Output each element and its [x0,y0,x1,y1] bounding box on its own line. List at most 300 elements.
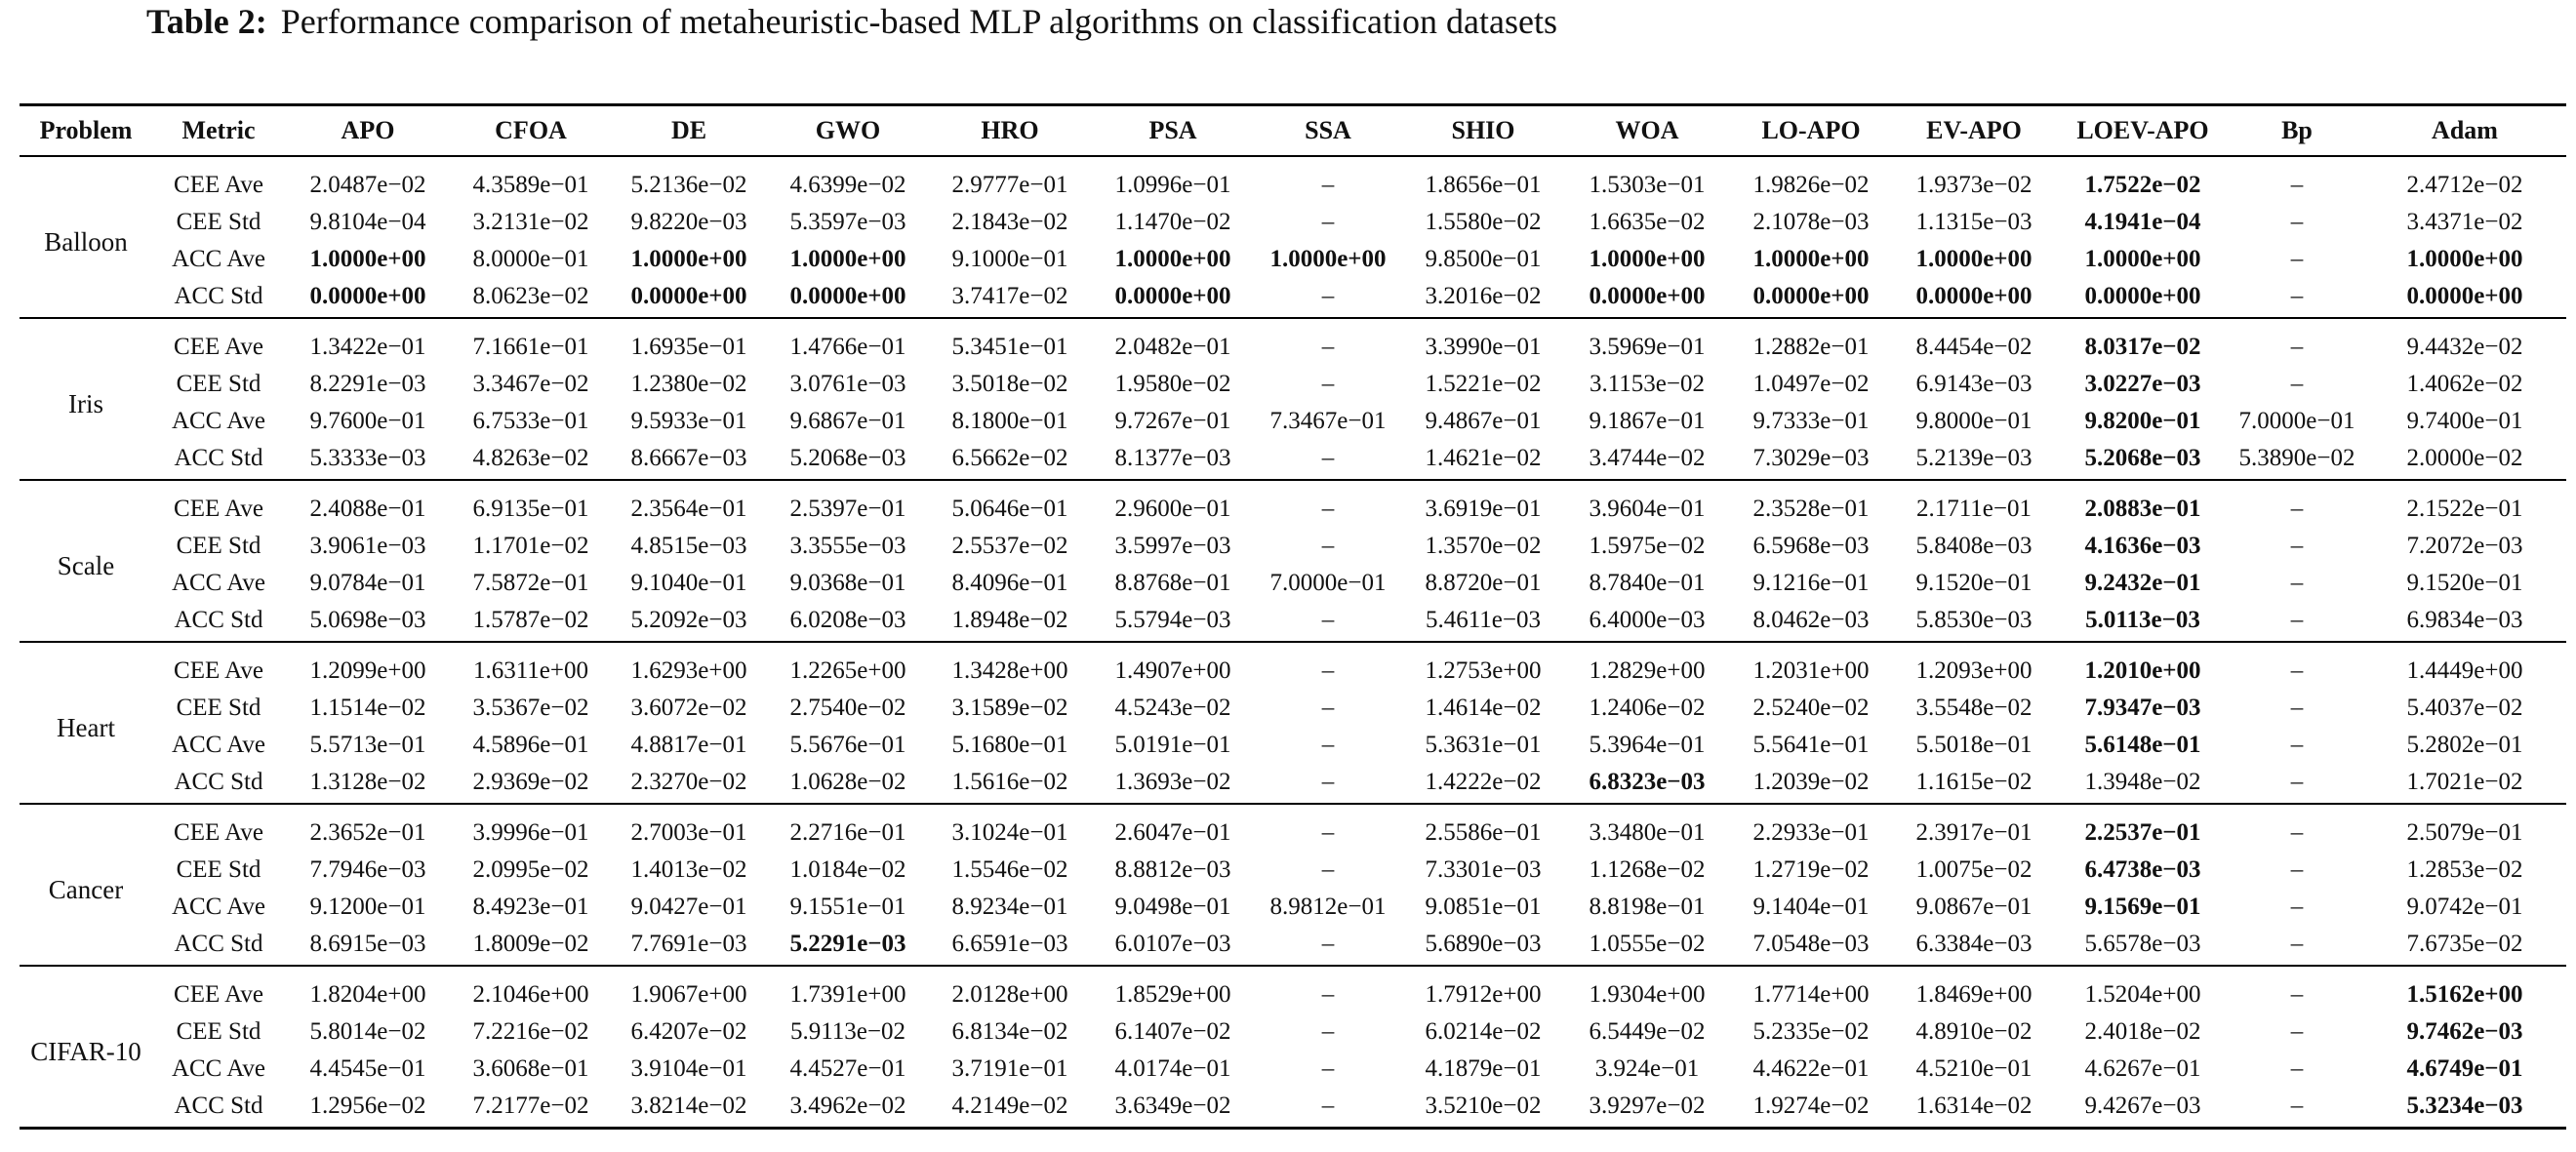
value-cell: 7.2177e−02 [451,1088,611,1129]
value-cell: 9.0427e−01 [630,894,747,920]
value-cell: 1.3422e−01 [309,334,426,360]
value-cell: 6.8323e−03 [1565,764,1729,804]
value-cell: – [2290,246,2304,272]
problem-name: CIFAR-10 [20,966,152,1129]
value-cell: 2.3528e−01 [1752,496,1870,522]
value-cell: 1.3428e+00 [951,657,1068,684]
table-row [20,156,2566,204]
value-cell: – [1321,533,1335,559]
value-cell: 1.2753e+00 [1425,657,1542,684]
value-cell: 8.1377e−03 [1091,440,1255,480]
value-cell: 1.9274e−02 [1729,1088,1893,1129]
value-cell: – [2290,209,2304,235]
value-cell: 9.4267e−03 [2055,1088,2231,1129]
column-header: WOA [1565,105,1729,157]
value-cell: 6.9143e−03 [1915,371,2033,397]
value-cell: 3.2016e−02 [1401,278,1565,318]
metric-name: ACC Std [152,764,285,804]
value-cell: 6.0107e−03 [1091,926,1255,966]
value-cell: 7.0000e−01 [1269,570,1387,596]
problem-group [20,804,2566,966]
value-cell: 2.3652e−01 [309,819,426,846]
value-cell: 1.8204e+00 [309,981,426,1008]
value-cell: – [2290,695,2304,721]
value-cell: 3.9604e−01 [1589,496,1706,522]
value-cell: 1.0628e−02 [767,764,929,804]
problem-name: Iris [20,318,152,480]
value-cell: 9.1520e−01 [2406,570,2523,596]
value-cell: 5.5713e−01 [309,732,426,758]
value-cell: 7.7691e−03 [611,926,767,966]
value-cell: 1.1701e−02 [472,533,589,559]
value-cell: 2.0000e−02 [2363,440,2566,480]
value-cell: 3.3480e−01 [1589,819,1706,846]
value-cell: 3.4371e−02 [2406,209,2523,235]
table-row [20,480,2566,528]
value-cell: 3.3990e−01 [1425,334,1542,360]
value-cell: 1.7021e−02 [2363,764,2566,804]
value-cell: 6.0208e−03 [767,602,929,642]
value-cell: 1.2956e−02 [285,1088,451,1129]
metric-name: ACC Ave [171,894,266,920]
value-cell: – [1321,981,1335,1008]
value-cell: 1.7714e+00 [1752,981,1870,1008]
column-header: HRO [929,105,1091,157]
value-cell: 4.5896e−01 [472,732,589,758]
value-cell: 9.4432e−02 [2406,334,2523,360]
value-cell: 7.0548e−03 [1729,926,1893,966]
value-cell: 4.8263e−02 [451,440,611,480]
value-cell: 2.7003e−01 [630,819,747,846]
metric-name: ACC Ave [171,732,266,758]
value-cell: 2.0128e+00 [951,981,1068,1008]
value-cell: 1.2853e−02 [2406,856,2523,883]
value-cell: 1.5162e+00 [2406,981,2523,1008]
value-cell: 6.5449e−02 [1589,1018,1706,1045]
value-cell: 7.3029e−03 [1729,440,1893,480]
problem-group [20,318,2566,480]
value-cell: 5.8014e−02 [309,1018,426,1045]
table-row [20,565,2566,602]
problem-group [20,480,2566,642]
header-row [20,105,2566,157]
value-cell: 1.3948e−02 [2055,764,2231,804]
column-header: Bp [2231,105,2363,157]
value-cell: 9.6867e−01 [789,408,906,434]
value-cell: 4.0174e−01 [1114,1055,1231,1082]
value-cell: 6.5662e−02 [929,440,1091,480]
value-cell: 8.0000e−01 [472,246,589,272]
value-cell: 2.0482e−01 [1114,334,1231,360]
value-cell: 7.0000e−01 [2238,408,2355,434]
value-cell: 6.7533e−01 [472,408,589,434]
value-cell: – [2231,602,2363,642]
value-cell: 1.7391e+00 [789,981,906,1008]
value-cell: 1.0497e−02 [1752,371,1870,397]
value-cell: 9.8104e−04 [309,209,426,235]
value-cell: 0.0000e+00 [1091,278,1255,318]
metric-name: CEE Ave [174,981,263,1008]
table-row [20,642,2566,690]
value-cell: – [1255,1088,1401,1129]
value-cell: 3.4744e−02 [1565,440,1729,480]
value-cell: – [1321,172,1335,198]
value-cell: 8.0317e−02 [2084,334,2201,360]
value-cell: 2.1843e−02 [951,209,1068,235]
metric-name: CEE Std [176,533,262,559]
value-cell: 1.1268e−02 [1589,856,1706,883]
value-cell: 3.7417e−02 [929,278,1091,318]
value-cell: 3.1024e−01 [951,819,1068,846]
value-cell: 8.4096e−01 [951,570,1068,596]
value-cell: – [2231,1088,2363,1129]
value-cell: 8.1800e−01 [951,408,1068,434]
table-row [20,318,2566,366]
metric-name: CEE Std [176,695,262,721]
value-cell: 1.0000e+00 [630,246,747,272]
value-cell: 9.8500e−01 [1425,246,1542,272]
value-cell: 2.5397e−01 [789,496,906,522]
value-cell: 1.0000e+00 [1269,246,1387,272]
value-cell: 3.3467e−02 [472,371,589,397]
value-cell: 1.9580e−02 [1114,371,1231,397]
value-cell: 6.0214e−02 [1425,1018,1542,1045]
value-cell: 5.0113e−03 [2055,602,2231,642]
table-row [20,1088,2566,1129]
value-cell: 4.4622e−01 [1752,1055,1870,1082]
value-cell: 0.0000e+00 [1893,278,2055,318]
value-cell: 1.2406e−02 [1589,695,1706,721]
value-cell: 6.4207e−02 [630,1018,747,1045]
value-cell: 4.2149e−02 [929,1088,1091,1129]
table-row [20,403,2566,440]
problem-group [20,966,2566,1129]
value-cell: 6.3384e−03 [1893,926,2055,966]
value-cell: – [2290,371,2304,397]
table-row [20,804,2566,852]
value-cell: 8.6915e−03 [285,926,451,966]
table-row [20,852,2566,889]
value-cell: 4.5243e−02 [1114,695,1231,721]
column-header: Adam [2363,105,2566,157]
value-cell: 1.8529e+00 [1114,981,1231,1008]
value-cell: 5.3631e−01 [1425,732,1542,758]
problem-name: Scale [20,480,152,642]
value-cell: – [2290,334,2304,360]
table-row [20,204,2566,241]
value-cell: 1.9373e−02 [1915,172,2033,198]
value-cell: 5.1680e−01 [951,732,1068,758]
value-cell: 5.2291e−03 [767,926,929,966]
value-cell: 6.9834e−03 [2363,602,2566,642]
value-cell: 5.4611e−03 [1401,602,1565,642]
value-cell: 9.1216e−01 [1752,570,1870,596]
value-cell: 2.2933e−01 [1752,819,1870,846]
metric-name: ACC Ave [171,570,266,596]
value-cell: 8.7840e−01 [1589,570,1706,596]
value-cell: 9.1000e−01 [951,246,1068,272]
column-header: PSA [1091,105,1255,157]
value-cell: – [1255,602,1401,642]
table-row [20,278,2566,318]
column-header: CFOA [451,105,611,157]
value-cell: – [2290,657,2304,684]
value-cell: 6.9135e−01 [472,496,589,522]
value-cell: – [2290,732,2304,758]
value-cell: 9.1551e−01 [789,894,906,920]
value-cell: – [2290,856,2304,883]
value-cell: 1.4766e−01 [789,334,906,360]
value-cell: 9.0498e−01 [1114,894,1231,920]
value-cell: 4.4527e−01 [789,1055,906,1082]
value-cell: 8.9812e−01 [1269,894,1387,920]
value-cell: 2.0487e−02 [309,172,426,198]
value-cell: 5.2335e−02 [1752,1018,1870,1045]
value-cell: 1.0000e+00 [1589,246,1706,272]
metric-name: CEE Ave [174,657,263,684]
value-cell: 1.3128e−02 [285,764,451,804]
value-cell: 5.2136e−02 [630,172,747,198]
value-cell: 9.1569e−01 [2084,894,2201,920]
value-cell: 1.0555e−02 [1565,926,1729,966]
value-cell: 1.7522e−02 [2084,172,2201,198]
value-cell: 5.8408e−03 [1915,533,2033,559]
value-cell: 3.5548e−02 [1915,695,2033,721]
column-header: SSA [1255,105,1401,157]
value-cell: 1.0184e−02 [789,856,906,883]
metric-name: CEE Std [176,209,262,235]
value-cell: 5.5676e−01 [789,732,906,758]
value-cell: 9.1200e−01 [309,894,426,920]
table-caption-label: Table 2: [146,2,267,41]
value-cell: 3.9996e−01 [472,819,589,846]
value-cell: 4.6399e−02 [789,172,906,198]
value-cell: 3.0227e−03 [2084,371,2201,397]
column-header: SHIO [1401,105,1565,157]
value-cell: 2.5537e−02 [951,533,1068,559]
value-cell: 1.4621e−02 [1401,440,1565,480]
value-cell: 8.0623e−02 [451,278,611,318]
value-cell: – [1255,278,1401,318]
value-cell: 5.6890e−03 [1401,926,1565,966]
value-cell: 3.9061e−03 [309,533,426,559]
value-cell: 1.6293e+00 [630,657,747,684]
value-cell: – [1321,856,1335,883]
value-cell: – [1321,819,1335,846]
problem-name: Heart [20,642,152,804]
value-cell: 3.5367e−02 [472,695,589,721]
column-header: Metric [152,105,285,157]
value-cell: 1.1470e−02 [1114,209,1231,235]
value-cell: 1.2010e+00 [2084,657,2201,684]
value-cell: 3.6349e−02 [1091,1088,1255,1129]
value-cell: 3.5997e−03 [1114,533,1231,559]
value-cell: 5.2139e−03 [1893,440,2055,480]
value-cell: 9.5933e−01 [630,408,747,434]
value-cell: 1.3693e−02 [1091,764,1255,804]
value-cell: 0.0000e+00 [285,278,451,318]
value-cell: 9.8220e−03 [630,209,747,235]
value-cell: 9.1404e−01 [1752,894,1870,920]
value-cell: 8.2291e−03 [309,371,426,397]
value-cell: 1.9067e+00 [630,981,747,1008]
value-cell: 7.5872e−01 [472,570,589,596]
value-cell: 1.2039e−02 [1729,764,1893,804]
value-cell: 1.0000e+00 [1752,246,1870,272]
value-cell: – [1321,334,1335,360]
value-cell: 8.8198e−01 [1589,894,1706,920]
value-cell: 5.5641e−01 [1752,732,1870,758]
value-cell: 1.0000e+00 [2406,246,2523,272]
table-row [20,889,2566,926]
value-cell: 1.0996e−01 [1114,172,1231,198]
value-cell: 5.2068e−03 [2055,440,2231,480]
column-header: EV-APO [1893,105,2055,157]
value-cell: 8.8720e−01 [1425,570,1542,596]
results-table [20,103,2566,1130]
value-cell: 2.1711e−01 [1915,496,2033,522]
value-cell: 1.2719e−02 [1752,856,1870,883]
value-cell: 0.0000e+00 [1729,278,1893,318]
value-cell: 3.7191e−01 [951,1055,1068,1082]
value-cell: 3.2131e−02 [472,209,589,235]
value-cell: 3.9104e−01 [630,1055,747,1082]
value-cell: – [2290,819,2304,846]
value-cell: 1.7912e+00 [1425,981,1542,1008]
value-cell: 3.5018e−02 [951,371,1068,397]
value-cell: 1.4062e−02 [2406,371,2523,397]
value-cell: 8.8812e−03 [1114,856,1231,883]
value-cell: 0.0000e+00 [611,278,767,318]
value-cell: 1.8009e−02 [451,926,611,966]
value-cell: – [2290,172,2304,198]
value-cell: 6.4000e−03 [1565,602,1729,642]
value-cell: 9.1520e−01 [1915,570,2033,596]
value-cell: 9.2432e−01 [2084,570,2201,596]
value-cell: 0.0000e+00 [2363,278,2566,318]
value-cell: – [1321,1018,1335,1045]
value-cell: 4.4545e−01 [309,1055,426,1082]
value-cell: – [1321,732,1335,758]
value-cell: 8.4923e−01 [472,894,589,920]
value-cell: 9.1867e−01 [1589,408,1706,434]
value-cell: 1.2099e+00 [309,657,426,684]
value-cell: 1.5616e−02 [929,764,1091,804]
value-cell: – [1321,695,1335,721]
value-cell: 1.1514e−02 [309,695,426,721]
metric-name: ACC Std [152,602,285,642]
value-cell: 2.9600e−01 [1114,496,1231,522]
table-row [20,1013,2566,1051]
value-cell: 2.4088e−01 [309,496,426,522]
value-cell: – [1321,209,1335,235]
value-cell: 1.0000e+00 [1114,246,1231,272]
value-cell: 3.6068e−01 [472,1055,589,1082]
value-cell: 1.9304e+00 [1589,981,1706,1008]
value-cell: 1.4449e+00 [2406,657,2523,684]
value-cell: 7.2072e−03 [2406,533,2523,559]
value-cell: 2.2716e−01 [789,819,906,846]
value-cell: 1.6635e−02 [1589,209,1706,235]
value-cell: – [2290,496,2304,522]
table-row [20,764,2566,804]
value-cell: 9.8000e−01 [1915,408,2033,434]
value-cell: – [1255,440,1401,480]
value-cell: 0.0000e+00 [767,278,929,318]
table-row [20,440,2566,480]
value-cell: 9.4867e−01 [1425,408,1542,434]
value-cell: 1.4013e−02 [630,856,747,883]
column-header: GWO [767,105,929,157]
value-cell: – [2231,926,2363,966]
table-row [20,926,2566,966]
value-cell: 9.7333e−01 [1752,408,1870,434]
value-cell: 9.0368e−01 [789,570,906,596]
value-cell: 2.3270e−02 [611,764,767,804]
value-cell: 4.8910e−02 [1915,1018,2033,1045]
metric-name: ACC Ave [171,1055,266,1082]
value-cell: 1.2380e−02 [630,371,747,397]
value-cell: – [1321,657,1335,684]
value-cell: 8.0462e−03 [1729,602,1893,642]
value-cell: – [2290,1055,2304,1082]
value-cell: 2.2537e−01 [2084,819,2201,846]
value-cell: 3.8214e−02 [611,1088,767,1129]
table-row [20,602,2566,642]
value-cell: 7.6735e−02 [2363,926,2566,966]
value-cell: 3.6919e−01 [1425,496,1542,522]
value-cell: 1.5546e−02 [951,856,1068,883]
value-cell: 1.4222e−02 [1401,764,1565,804]
value-cell: 8.6667e−03 [611,440,767,480]
value-cell: 5.6148e−01 [2084,732,2201,758]
value-cell: 9.8200e−01 [2084,408,2201,434]
value-cell: 5.5018e−01 [1915,732,2033,758]
value-cell: 1.0000e+00 [1915,246,2033,272]
metric-name: CEE Std [176,371,262,397]
value-cell: 1.2093e+00 [1915,657,2033,684]
value-cell: 1.4614e−02 [1425,695,1542,721]
value-cell: 9.7267e−01 [1114,408,1231,434]
column-header: LO-APO [1729,105,1893,157]
value-cell: 9.0851e−01 [1425,894,1542,920]
value-cell: 9.0867e−01 [1915,894,2033,920]
value-cell: 4.6749e−01 [2406,1055,2523,1082]
value-cell: 1.8656e−01 [1425,172,1542,198]
column-header: Problem [20,105,152,157]
value-cell: 7.3301e−03 [1425,856,1542,883]
value-cell: 2.3917e−01 [1915,819,2033,846]
value-cell: 5.9113e−02 [789,1018,906,1045]
value-cell: 1.8948e−02 [929,602,1091,642]
problem-name: Balloon [20,156,152,318]
value-cell: 1.5204e+00 [2084,981,2201,1008]
value-cell: 5.2802e−01 [2406,732,2523,758]
value-cell: 2.0995e−02 [472,856,589,883]
table-row [20,366,2566,403]
value-cell: 7.2216e−02 [472,1018,589,1045]
value-cell: – [1255,926,1401,966]
value-cell: 7.3467e−01 [1269,408,1387,434]
problem-group [20,642,2566,804]
value-cell: 2.3564e−01 [630,496,747,522]
value-cell: 2.9777e−01 [951,172,1068,198]
value-cell: 5.3964e−01 [1589,732,1706,758]
value-cell: 5.3451e−01 [951,334,1068,360]
metric-name: ACC Std [152,926,285,966]
value-cell: 4.1636e−03 [2084,533,2201,559]
value-cell: 1.6314e−02 [1893,1088,2055,1129]
